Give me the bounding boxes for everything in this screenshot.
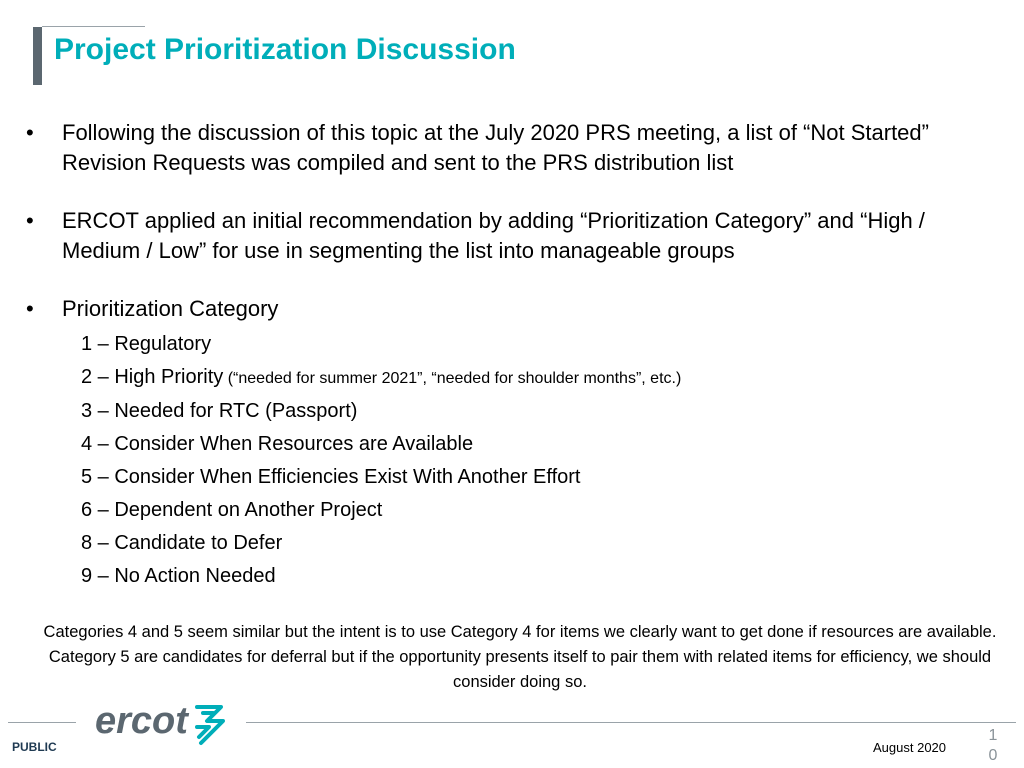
- bullet-dot: •: [26, 296, 34, 321]
- ercot-logo: [93, 697, 229, 753]
- category-item: [81, 560, 681, 593]
- logo-wordmark: ercot: [95, 700, 188, 742]
- bullet-text: ERCOT applied an initial recommendation by adding “Prioritization Category” and “High / Medium / Low” for use in segmenting the list into manageable groups: [62, 208, 925, 263]
- category-label: 1 – Regulatory: [81, 333, 212, 355]
- bullet-dot: •: [26, 208, 34, 233]
- category-label: 5 – Consider When Efficiencies Exist With Another Effort: [81, 466, 581, 488]
- category-item: [81, 361, 681, 395]
- category-note: (“needed for summer 2021”, “needed for shoulder months”, etc.): [223, 370, 682, 387]
- category-label: 9 – No Action Needed: [81, 565, 276, 587]
- category-label: 3 – Needed for RTC (Passport): [81, 400, 358, 422]
- footer-date: August 2020: [873, 740, 947, 755]
- page-number: 10: [988, 727, 998, 764]
- category-item: [81, 461, 681, 494]
- category-item: [81, 328, 681, 361]
- category-label: 8 – Candidate to Defer: [81, 532, 283, 554]
- prioritization-category-list: [81, 328, 681, 593]
- category-label: 6 – Dependent on Another Project: [81, 499, 383, 521]
- bullet-text: Prioritization Category: [62, 296, 279, 321]
- classification-label: PUBLIC: [12, 740, 57, 754]
- title-top-rule: [42, 26, 145, 27]
- footer-divider-right: [246, 722, 1016, 723]
- category-item: [81, 395, 681, 428]
- category-label: 2 – High Priority: [81, 366, 224, 388]
- category-item: [81, 428, 681, 461]
- category-label: 4 – Consider When Resources are Available: [81, 433, 474, 455]
- categories-note: Categories 4 and 5 seem similar but the intent is to use Category 4 for items we clearly want to get done if resources are available. Category 5 are candidates for deferral but if the opportunity presents itself to pair them with related items for efficiency, we should consider doing so.: [43, 623, 997, 691]
- footer-divider-left: [8, 722, 76, 723]
- title-accent-bar: [33, 27, 42, 85]
- category-item: [81, 527, 681, 560]
- bullet-dot: •: [26, 120, 34, 145]
- page-title: Project Prioritization Discussion: [54, 33, 516, 66]
- logo-bolt-mark: [197, 707, 223, 743]
- bullet-text: Following the discussion of this topic at the July 2020 PRS meeting, a list of “Not Started” Revision Requests was compiled and sent to the PRS distribution list: [62, 120, 929, 175]
- category-item: [81, 494, 681, 527]
